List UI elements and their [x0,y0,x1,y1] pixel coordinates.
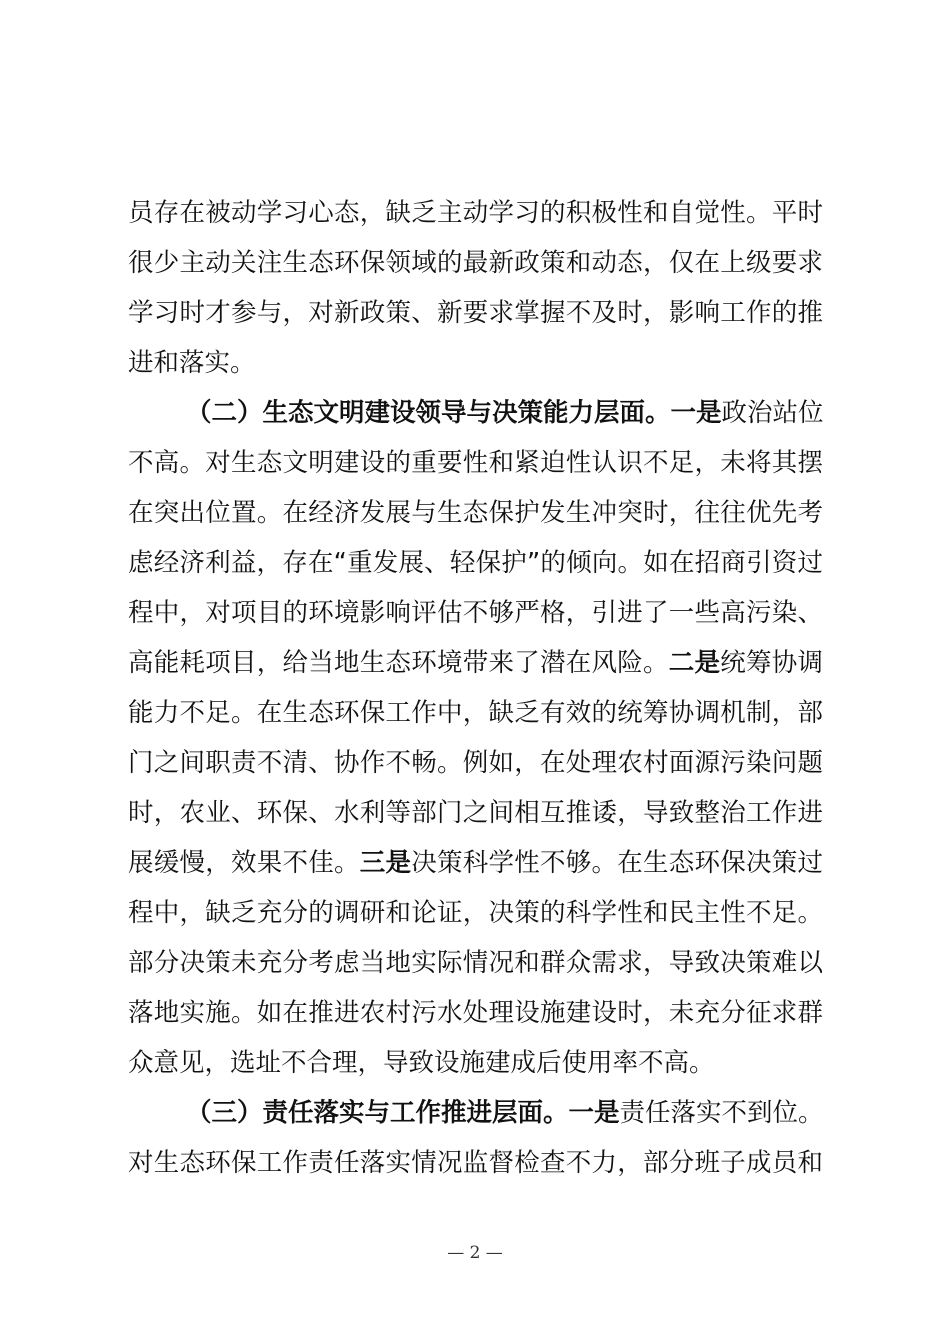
body-text: 程中，对项目的环境影响评估不够严格，引进了一些高污染、 [128,598,823,628]
bold-heading-text: 二是 [668,648,721,678]
body-text: 政治站位 [721,398,824,428]
text-line [128,488,823,538]
text-line [128,1038,823,1088]
text-line [128,688,823,738]
body-text: 统筹协调 [720,648,823,678]
document-body [128,188,823,1188]
body-text: 在突出位置。在经济发展与生态保护发生冲突时，往往优先考 [128,498,823,528]
bold-heading-text: （二）生态文明建设领导与决策能力层面。一是 [186,398,722,428]
body-text: 程中，缺乏充分的调研和论证，决策的科学性和民主性不足。 [128,898,823,928]
text-line [128,738,823,788]
paragraph [128,1088,823,1188]
text-line [128,338,823,388]
text-line [128,788,823,838]
body-text: 虑经济利益，存在“重发展、轻保护”的倾向。如在招商引资过 [128,548,823,578]
text-line [128,388,823,438]
bold-heading-text: 三是 [359,848,412,878]
body-text: 进和落实。 [128,348,256,378]
body-text: 展缓慢，效果不佳。 [128,848,360,878]
text-line [128,938,823,988]
text-line [128,888,823,938]
paragraph [128,188,823,388]
text-line [128,988,823,1038]
text-line [128,238,823,288]
body-text: 不高。对生态文明建设的重要性和紧迫性认识不足，未将其摆 [128,448,823,478]
body-text: 众意见，选址不合理，导致设施建成后使用率不高。 [128,1048,715,1078]
text-line [128,638,823,688]
body-text: 时，农业、环保、水利等部门之间相互推诿，导致整治工作进 [128,798,823,828]
body-text: 学习时才参与，对新政策、新要求掌握不及时，影响工作的推 [128,298,823,328]
body-text: 部分决策未充分考虑当地实际情况和群众需求，导致决策难以 [128,948,823,978]
text-line [128,438,823,488]
paragraph [128,388,823,1088]
text-line [128,588,823,638]
body-text: 对生态环保工作责任落实情况监督检查不力，部分班子成员和 [128,1148,823,1178]
body-text: 员存在被动学习心态，缺乏主动学习的积极性和自觉性。平时 [128,198,823,228]
body-text: 落地实施。如在推进农村污水处理设施建设时，未充分征求群 [128,998,823,1028]
bold-heading-text: （三）责任落实与工作推进层面。一是 [186,1098,620,1128]
body-text: 能力不足。在生态环保工作中，缺乏有效的统筹协调机制，部 [128,698,823,728]
body-text: 门之间职责不清、协作不畅。例如，在处理农村面源污染问题 [128,748,823,778]
body-text: 高能耗项目，给当地生态环境带来了潜在风险。 [128,648,669,678]
text-line [128,1088,823,1138]
text-line [128,1138,823,1188]
body-text: 责任落实不到位。 [619,1098,824,1128]
text-line [128,188,823,238]
body-text: 很少主动关注生态环保领域的最新政策和动态，仅在上级要求 [128,248,823,278]
page-number: — 2 — [447,1243,503,1263]
text-line [128,838,823,888]
text-line [128,288,823,338]
body-text: 决策科学性不够。在生态环保决策过 [411,848,823,878]
text-line [128,538,823,588]
